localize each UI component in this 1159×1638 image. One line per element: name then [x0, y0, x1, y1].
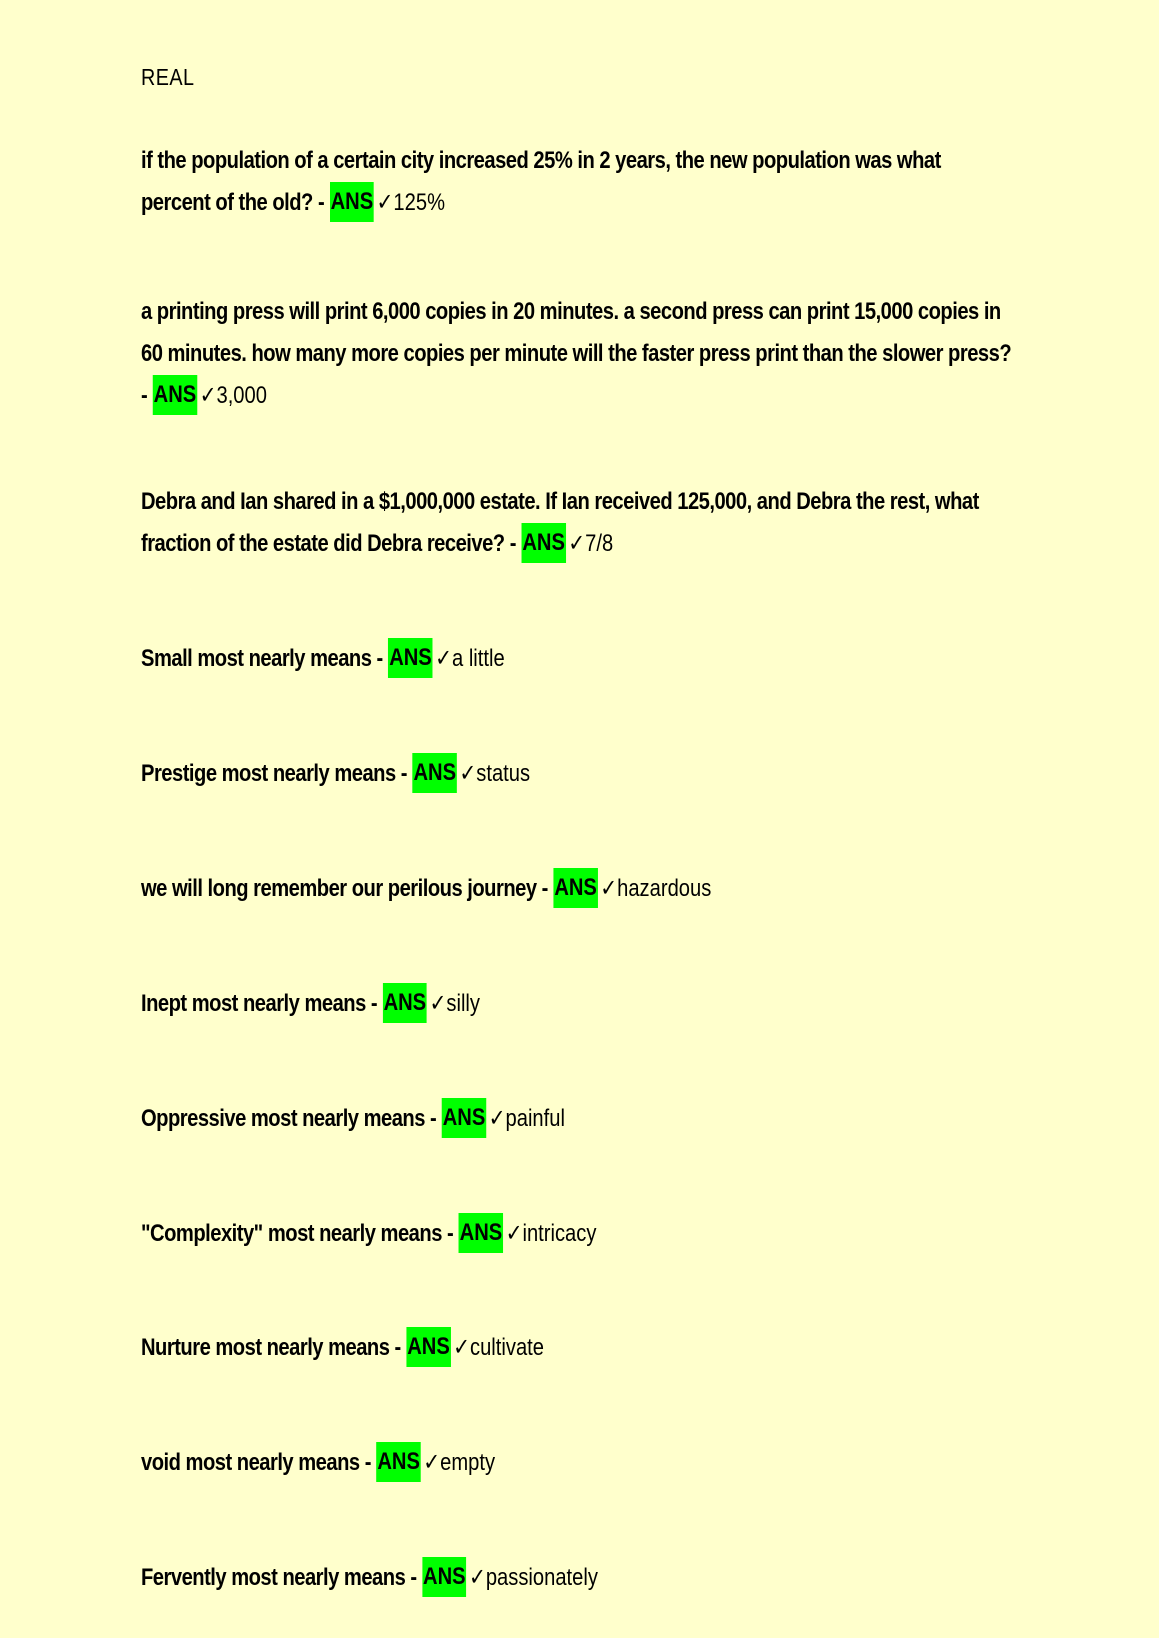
answer-text: hazardous	[617, 875, 712, 902]
check-icon: ✓	[429, 990, 447, 1017]
qa-item	[141, 1327, 981, 1369]
check-icon: ✓	[505, 1220, 523, 1247]
question-text: Prestige most nearly means -	[141, 760, 408, 787]
question-text: Fervently most nearly means -	[141, 1564, 417, 1591]
ans-badge: ANS	[406, 1327, 450, 1367]
ans-badge: ANS	[522, 523, 566, 563]
check-icon: ✓	[568, 530, 586, 557]
qa-item	[141, 868, 981, 910]
ans-badge: ANS	[388, 638, 432, 678]
question-text: Oppressive most nearly means -	[141, 1105, 437, 1132]
question-text: Inept most nearly means -	[141, 990, 378, 1017]
answer-text: status	[476, 760, 531, 787]
qa-item	[141, 1098, 981, 1140]
ans-badge: ANS	[330, 182, 374, 222]
ans-badge: ANS	[153, 375, 197, 415]
answer-text: intricacy	[522, 1220, 597, 1247]
check-icon: ✓	[435, 645, 453, 672]
question-text: Nurture most nearly means -	[141, 1334, 401, 1361]
answer-text: passionately	[485, 1564, 598, 1591]
qa-item	[141, 481, 1006, 565]
check-icon: ✓	[488, 1105, 506, 1132]
check-icon: ✓	[600, 875, 618, 902]
check-icon: ✓	[453, 1334, 471, 1361]
qa-item	[141, 1442, 981, 1484]
qa-item	[141, 1213, 981, 1255]
question-text: if the population of a certain city increased 25% in 2 years, the new population was what percent of the old? -	[141, 147, 941, 216]
qa-item	[141, 983, 981, 1025]
question-text: a printing press will print 6,000 copies in 20 minutes. a second press can print 15,000 copies in 60 minutes. how many more copies per minute will the faster press print than the slower press? -	[141, 298, 1012, 409]
answer-text: cultivate	[470, 1334, 544, 1361]
answer-text: a little	[452, 645, 505, 672]
question-text: "Complexity" most nearly means -	[141, 1220, 454, 1247]
check-icon: ✓	[468, 1564, 486, 1591]
qa-item	[141, 1557, 981, 1599]
question-text: we will long remember our perilous journey -	[141, 875, 548, 902]
qa-item	[141, 140, 989, 224]
answer-text: 125%	[393, 189, 446, 216]
ans-badge: ANS	[422, 1557, 466, 1597]
check-icon: ✓	[199, 382, 217, 409]
answer-text: 7/8	[585, 530, 614, 557]
ans-badge: ANS	[383, 983, 427, 1023]
answer-text: empty	[440, 1449, 496, 1476]
qa-item	[141, 638, 981, 680]
ans-badge: ANS	[553, 868, 597, 908]
qa-item	[141, 291, 1015, 417]
answer-text: silly	[446, 990, 480, 1017]
ans-badge: ANS	[442, 1098, 486, 1138]
question-text: void most nearly means -	[141, 1449, 371, 1476]
ans-badge: ANS	[459, 1213, 503, 1253]
check-icon: ✓	[376, 189, 394, 216]
ans-badge: ANS	[413, 753, 457, 793]
check-icon: ✓	[459, 760, 477, 787]
page-title: REAL	[141, 64, 195, 90]
answer-text: painful	[505, 1105, 565, 1132]
question-text: Debra and Ian shared in a $1,000,000 estate. If Ian received 125,000, and Debra the rest, what fraction of the estate did Debra receive? -	[141, 488, 979, 557]
question-text: Small most nearly means -	[141, 645, 383, 672]
check-icon: ✓	[423, 1449, 441, 1476]
qa-item	[141, 753, 981, 795]
ans-badge: ANS	[377, 1442, 421, 1482]
answer-text: 3,000	[216, 382, 267, 409]
